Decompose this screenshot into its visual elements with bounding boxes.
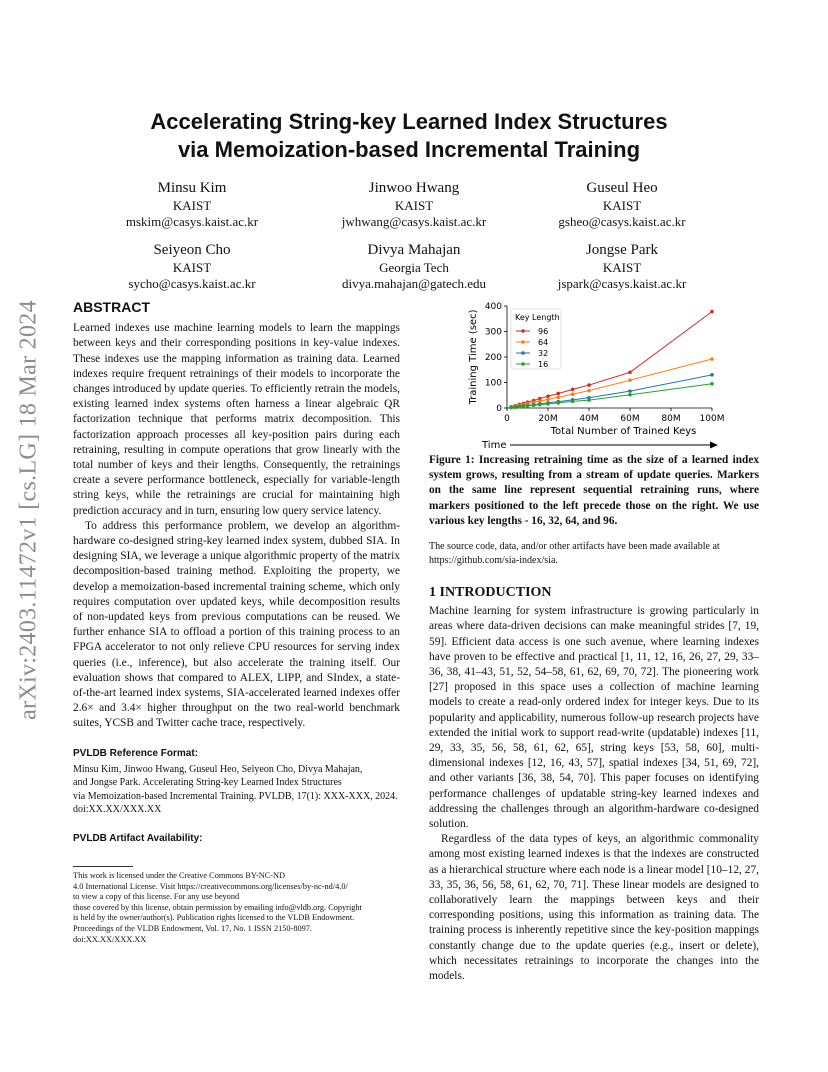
y-tick-label: 0 <box>496 404 502 414</box>
data-point-64 <box>546 398 550 402</box>
x-tick-label: 20M <box>538 414 558 424</box>
author-email[interactable]: jspark@casys.kaist.ac.kr <box>557 276 687 291</box>
author-affiliation: KAIST <box>172 260 212 275</box>
author-email[interactable]: gsheo@casys.kaist.ac.kr <box>558 214 686 229</box>
legend-marker-64 <box>521 340 525 344</box>
data-point-16 <box>526 404 530 408</box>
data-point-16 <box>628 393 632 397</box>
figure-caption: Figure 1: Increasing retraining time as the size of a learned index system grows, resulting from a stream of update queries. Markers on the same line represent sequential retraining runs, where markers positioned to the left precede those on the right. We use various key lengths - 16, 32, 64, and 96. <box>429 454 759 527</box>
license-footnote <box>73 866 400 945</box>
reference-line: Minsu Kim, Jinwoo Hwang, Guseul Heo, Seiyeon Cho, Divya Mahajan, <box>73 763 363 775</box>
data-point-16 <box>538 403 542 407</box>
title-line-1: Accelerating String-key Learned Index Structures <box>150 109 668 134</box>
reference-format <box>73 763 400 817</box>
data-point-16 <box>522 404 526 408</box>
legend-marker-96 <box>521 329 525 333</box>
footnote-line: to view a copy of this license. For any use beyond <box>73 892 240 902</box>
footnote-line: doi:XX.XX/XXX.XX <box>73 934 147 944</box>
footnote-line: 4.0 International License. Visit https://creativecommons.org/licenses/by-nc-nd/4.0/ <box>73 881 348 891</box>
abstract-paragraph: Learned indexes use machine learning models to learn the mappings between keys and their corresponding positions in key-value indexes. These indexes use the mapping information as training data. Learned indexes require frequent retrainings of their models to incorporate the changes introduced by update queries. To efficiently retrain the models, existing learned index systems often harness a linear algebraic QR factorization technique that performs matrix decomposition. This factorization approach processes all key-position pairs during each retraining, resulting in compute operations that grow linearly with the total number of keys and their lengths. Consequently, the retrainings create a severe performance bottleneck, especially for variable-length string keys, while the retrainings are crucial for maintaining high prediction accuracy and in turn, ensuring low query service latency. <box>73 322 400 517</box>
author-affiliation: KAIST <box>602 198 642 213</box>
data-point-16 <box>509 406 513 410</box>
data-point-16 <box>532 403 536 407</box>
author-email[interactable]: sycho@casys.kaist.ac.kr <box>128 276 256 291</box>
abstract-heading: ABSTRACT <box>73 299 150 315</box>
data-point-64 <box>587 389 591 393</box>
availability-note <box>429 540 759 568</box>
data-point-64 <box>571 392 575 396</box>
arxiv-stamp <box>14 290 44 730</box>
y-tick-label: 100 <box>484 378 502 389</box>
availability-line: The source code, data, and/or other artifacts have been made available at <box>429 541 720 552</box>
left-column <box>73 300 400 848</box>
author-block <box>304 178 524 230</box>
availability-link[interactable]: https://github.com/sia-index/sia. <box>429 555 558 566</box>
author-name: Jongse Park <box>585 242 659 258</box>
data-point-96 <box>546 394 550 398</box>
series-line-32 <box>511 375 712 408</box>
time-arrow-label: Time <box>482 440 507 450</box>
legend-label-16: 16 <box>538 360 549 369</box>
legend-marker-16 <box>521 362 525 366</box>
abstract-paragraph: To address this performance problem, we develop an algorithm-hardware co-designed string-key learned index system, dubbed SIA. In designing SIA, we leverage a unique algorithmic property of the matrix decomposition-based training method. Exploiting the property, we develop a memoization-based incremental training scheme, which only requires computation over updated keys, while decomposition results of non-updated keys from previous computations can be reused. We further enhance SIA to offload a portion of this training process to an FPGA accelerator to not only relieve CPU resources for serving index queries (i.e., inference), but also accelerate the training itself. Our evaluation shows that compared to ALEX, LIPP, and SIndex, a state-of-the-art learned index systems, SIA-accelerated learned indexes offer 2.6× and 3.4× higher throughput on the two real-world benchmark suites, YCSB and Twitter cache trace, respectively. <box>73 519 400 730</box>
footnote-rule <box>73 866 133 867</box>
introduction-paragraph: Regardless of the data types of keys, an algorithmic commonality among most existing learned indexes is that the indexes are constructed as a hierarchical structure where each node is a linear model [10–12, 27, 33, 35, 36, 56, 58, 61, 62, 70, 71]. These linear models are designed to collaboratively learn the mappings between keys and their corresponding positions, using this information as training data. The training process is inherently repetitive since the key-position mappings constantly change due to the update queries (e.g., insert or delete), which necessitates retrainings to incorporate the changes into the models. <box>429 833 759 983</box>
data-point-64 <box>628 378 632 382</box>
author-affiliation: KAIST <box>172 198 212 213</box>
x-tick-label: 0 <box>504 414 510 424</box>
x-tick-label: 60M <box>620 414 640 424</box>
x-axis-label: Total Number of Trained Keys <box>550 426 697 437</box>
artifact-heading: PVLDB Artifact Availability: <box>73 832 203 844</box>
data-point-96 <box>556 392 560 396</box>
author-affiliation: KAIST <box>394 198 434 213</box>
introduction-paragraph: Machine learning for system infrastructure is growing particularly in areas where data-driven decisions can make meaningful strides [7, 19, 59]. Efficient data access is one such avenue, where learning indexes have proven to be effective and practical [1, 11, 12, 16, 26, 27, 29, 33–36, 38, 41–43, 51, 52, 54–58, 61, 62, 69, 70, 72]. The pioneering work [27] proposed in this space uses a collection of machine learning models to create a read-only ordered index for integer keys. Due to its popularity and applicability, numerous follow-up research projects have extended the initial work to support read-write (updatable) indexes [11, 29, 33, 35, 56, 58, 61, 62, 65], string keys [53, 58, 60], multi-dimensional indexes [12, 16, 43, 57], spatial indexes [34, 51, 69, 72], and other variants [36, 38, 54, 70]. This paper focuses on identifying performance challenges of updatable string-key learned indexes and addressing the challenges through an algorithm-hardware co-designed solution. <box>429 605 759 831</box>
data-point-16 <box>556 401 560 405</box>
author-name: Divya Mahajan <box>367 242 461 258</box>
data-point-64 <box>710 357 714 361</box>
training-time-chart <box>462 298 724 450</box>
data-point-16 <box>513 405 517 409</box>
data-point-96 <box>628 371 632 375</box>
introduction-heading: 1 INTRODUCTION <box>429 585 552 600</box>
y-tick-label: 400 <box>484 302 502 312</box>
legend-label-32: 32 <box>538 349 549 358</box>
y-tick-label: 300 <box>484 327 502 338</box>
reference-format-heading: PVLDB Reference Format: <box>73 747 199 759</box>
author-block <box>512 240 732 292</box>
footnote-line: those covered by this license, obtain permission by emailing info@vldb.org. Copyright <box>73 902 362 912</box>
author-affiliation: Georgia Tech <box>379 260 449 275</box>
x-tick-label: 40M <box>579 414 599 424</box>
data-point-32 <box>628 389 632 393</box>
author-affiliation: KAIST <box>602 260 642 275</box>
reference-line: and Jongse Park. Accelerating String-key Learned Index Structures <box>73 777 342 789</box>
legend-marker-32 <box>521 351 525 355</box>
author-block <box>304 240 524 292</box>
author-email[interactable]: jwhwang@casys.kaist.ac.kr <box>341 214 487 229</box>
author-block <box>82 178 302 230</box>
author-block <box>82 240 302 292</box>
data-point-16 <box>518 405 522 409</box>
author-name: Seiyeon Cho <box>153 242 231 258</box>
time-arrow-head <box>710 442 718 449</box>
arxiv-id: arXiv:2403.11472v1 [cs.LG] 18 Mar 2024 <box>15 300 42 720</box>
x-tick-label: 100M <box>699 414 724 424</box>
data-point-96 <box>587 383 591 387</box>
author-name: Guseul Heo <box>586 180 658 196</box>
data-point-96 <box>571 388 575 392</box>
author-name: Jinwoo Hwang <box>368 180 460 196</box>
data-point-96 <box>710 310 714 314</box>
introduction-section <box>429 585 759 984</box>
legend-label-96: 96 <box>538 327 549 336</box>
author-email[interactable]: mskim@casys.kaist.ac.kr <box>125 214 259 229</box>
data-point-16 <box>546 402 550 406</box>
reference-line: via Memoization-based Incremental Training. PVLDB, 17(1): XXX-XXX, 2024. <box>73 790 398 802</box>
x-tick-label: 80M <box>661 414 681 424</box>
y-axis-label: Training Time (sec) <box>468 309 479 405</box>
paper-title <box>74 108 744 164</box>
data-point-16 <box>710 382 714 386</box>
y-tick-label: 200 <box>484 353 502 363</box>
footnote-line: Proceedings of the VLDB Endowment, Vol. 17, No. 1 ISSN 2150-8097. <box>73 923 312 933</box>
author-block <box>512 178 732 230</box>
data-point-16 <box>571 400 575 404</box>
title-line-2: via Memoization-based Incremental Training <box>177 137 641 162</box>
data-point-16 <box>587 398 591 402</box>
author-name: Minsu Kim <box>157 180 227 196</box>
reference-line: doi:XX.XX/XXX.XX <box>73 804 162 816</box>
footnote-line: This work is licensed under the Creative Commons BY-NC-ND <box>73 871 285 880</box>
legend-title: Key Length <box>515 313 560 322</box>
author-email[interactable]: divya.mahajan@gatech.edu <box>341 276 487 291</box>
data-point-64 <box>556 395 560 399</box>
data-point-32 <box>710 373 714 377</box>
footnote-line: is held by the owner/author(s). Publication rights licensed to the VLDB Endowment. <box>73 913 355 923</box>
legend-label-64: 64 <box>538 338 549 347</box>
